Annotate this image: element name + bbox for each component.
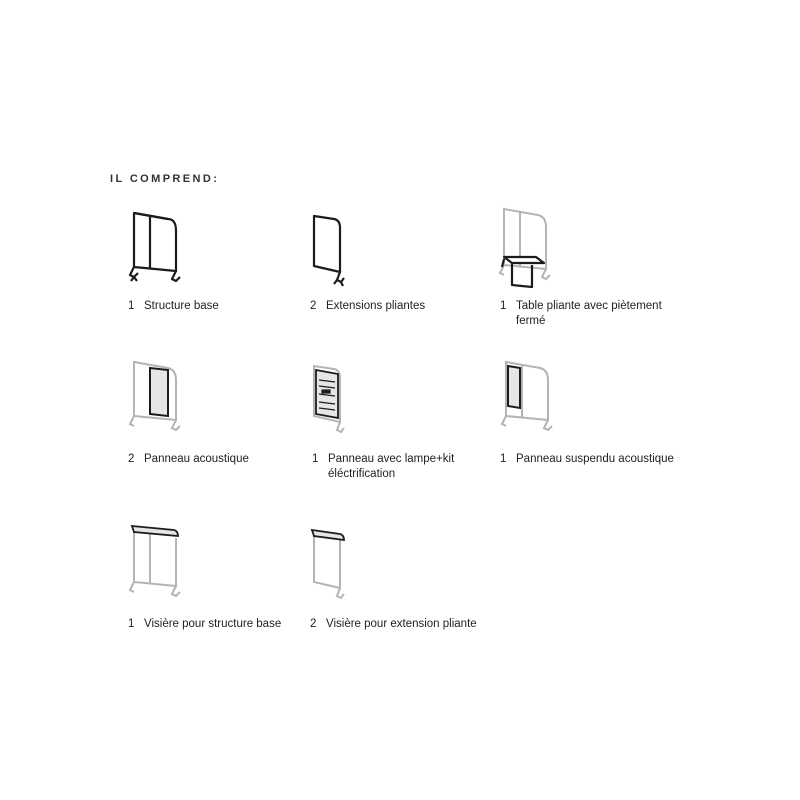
item-label: Extensions pliantes (326, 300, 426, 312)
item-label: Structure base (144, 300, 219, 312)
item-quantity: 2 (310, 300, 317, 312)
item-quantity: 1 (500, 300, 507, 312)
visor-extension-icon (310, 524, 350, 608)
item-label: Panneau avec lampe+kit éléctrification (328, 453, 455, 480)
acoustic-panel-icon (128, 358, 188, 446)
folding-table-icon (498, 205, 558, 295)
hanging-panel-icon (500, 358, 560, 446)
item-label: Panneau suspendu acoustique (516, 453, 674, 465)
item-quantity: 1 (312, 453, 319, 465)
item-quantity: 1 (500, 453, 507, 465)
structure-base-icon (128, 207, 188, 297)
visor-structure-icon (128, 520, 188, 610)
section-heading: IL COMPREND: (110, 173, 220, 185)
item-label: Visière pour extension pliante (326, 618, 477, 630)
item-quantity: 2 (128, 453, 135, 465)
folding-extension-icon (310, 212, 350, 292)
item-label: Panneau acoustique (144, 453, 249, 465)
item-label: Table pliante avec piètement fermé (516, 300, 662, 327)
lamp-panel-icon (310, 362, 350, 442)
item-quantity: 2 (310, 618, 317, 630)
item-quantity: 1 (128, 618, 135, 630)
item-label: Visière pour structure base (144, 618, 282, 630)
item-quantity: 1 (128, 300, 135, 312)
